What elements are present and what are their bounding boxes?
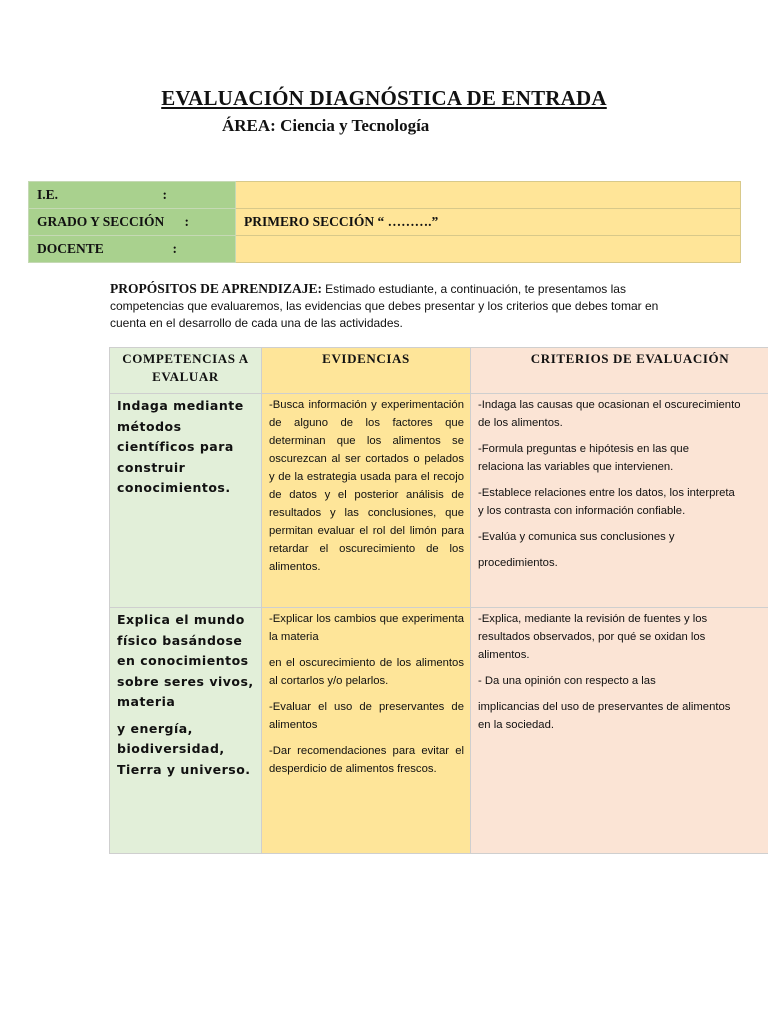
header-criterios: CRITERIOS DE EVALUACIÓN <box>471 348 768 394</box>
info-value-ie[interactable] <box>236 182 741 209</box>
purpose-heading: PROPÓSITOS DE APRENDIZAJE: <box>110 281 323 296</box>
header-evidencias: EVIDENCIAS <box>262 348 471 394</box>
student-info-table <box>28 181 741 263</box>
competencia-text: y energía, biodiversidad, Tierra y universo. <box>117 720 251 777</box>
info-row-grado <box>29 209 741 236</box>
criterio-text: implicancias del uso de preservantes de alimentos en la sociedad. <box>478 701 731 731</box>
criterio-text: -Indaga las causas que ocasionan el oscurecimiento de los alimentos. <box>478 399 741 429</box>
info-colon: : <box>172 241 177 256</box>
criterio-text: -Establece relaciones entre los datos, los interpreta y los contrasta con información confiable. <box>478 487 735 517</box>
evidencia-text: -Explicar los cambios que experimenta la materia <box>269 613 464 643</box>
info-colon: : <box>184 214 189 229</box>
table-row <box>110 608 768 854</box>
competencia-text: Indaga mediante métodos científicos para construir conocimientos. <box>117 398 244 495</box>
info-colon: : <box>162 187 167 202</box>
evidencia-text: -Dar recomendaciones para evitar el desperdicio de alimentos frescos. <box>269 745 464 775</box>
info-row-ie <box>29 182 741 209</box>
evidencia-text: -Evaluar el uso de preservantes de alimentos <box>269 701 464 731</box>
criterio-text: procedimientos. <box>478 557 558 569</box>
criterio-text: - Da una opinión con respecto a las <box>478 675 656 687</box>
info-value-docente[interactable] <box>236 236 741 263</box>
evidencia-text: -Busca información y experimentación de alguno de los factores que determinan que los alimentos se oscurezcan al ser cortados o pelados y de la estrategia usada para el recojo de datos y el posterior análisis de resultados y las conclusiones, que permitan evaluar el rol del limón para retardar el oscurecimiento de los alimentos. <box>269 399 464 573</box>
learning-purpose <box>110 280 670 332</box>
criterio-text: -Explica, mediante la revisión de fuentes y los resultados observados, por qué se oxidan los alimentos. <box>478 613 708 661</box>
info-label-docente: DOCENTE <box>37 241 104 256</box>
criterio-text: -Evalúa y comunica sus conclusiones y <box>478 531 675 543</box>
info-label-grado: GRADO Y SECCIÓN <box>37 214 165 229</box>
evidencia-text: en el oscurecimiento de los alimentos al cortarlos y/o pelarlos. <box>269 657 464 687</box>
table-header-row <box>110 348 768 394</box>
table-row <box>110 394 768 608</box>
competencies-table <box>109 347 768 854</box>
competencia-text: Explica el mundo físico basándose en conocimientos sobre seres vivos, materia <box>117 612 254 709</box>
header-competencias: COMPETENCIAS A EVALUAR <box>110 348 262 394</box>
purpose-text: Estimado estudiante, a continuación, te presentamos las competencias que evaluaremos, las evidencias que debes presentar y los criterios que debes tomar en cuenta en el desarrollo de cada una de las actividades. <box>110 282 659 330</box>
info-value-grado[interactable]: PRIMERO SECCIÓN “ ……….” <box>236 209 741 236</box>
info-label-ie: I.E. <box>37 187 59 202</box>
document-title: EVALUACIÓN DIAGNÓSTICA DE ENTRADA <box>161 86 607 110</box>
area-subtitle: ÁREA: Ciencia y Tecnología <box>222 116 430 135</box>
info-row-docente <box>29 236 741 263</box>
criterio-text: -Formula preguntas e hipótesis en las que relaciona las variables que intervienen. <box>478 443 689 473</box>
